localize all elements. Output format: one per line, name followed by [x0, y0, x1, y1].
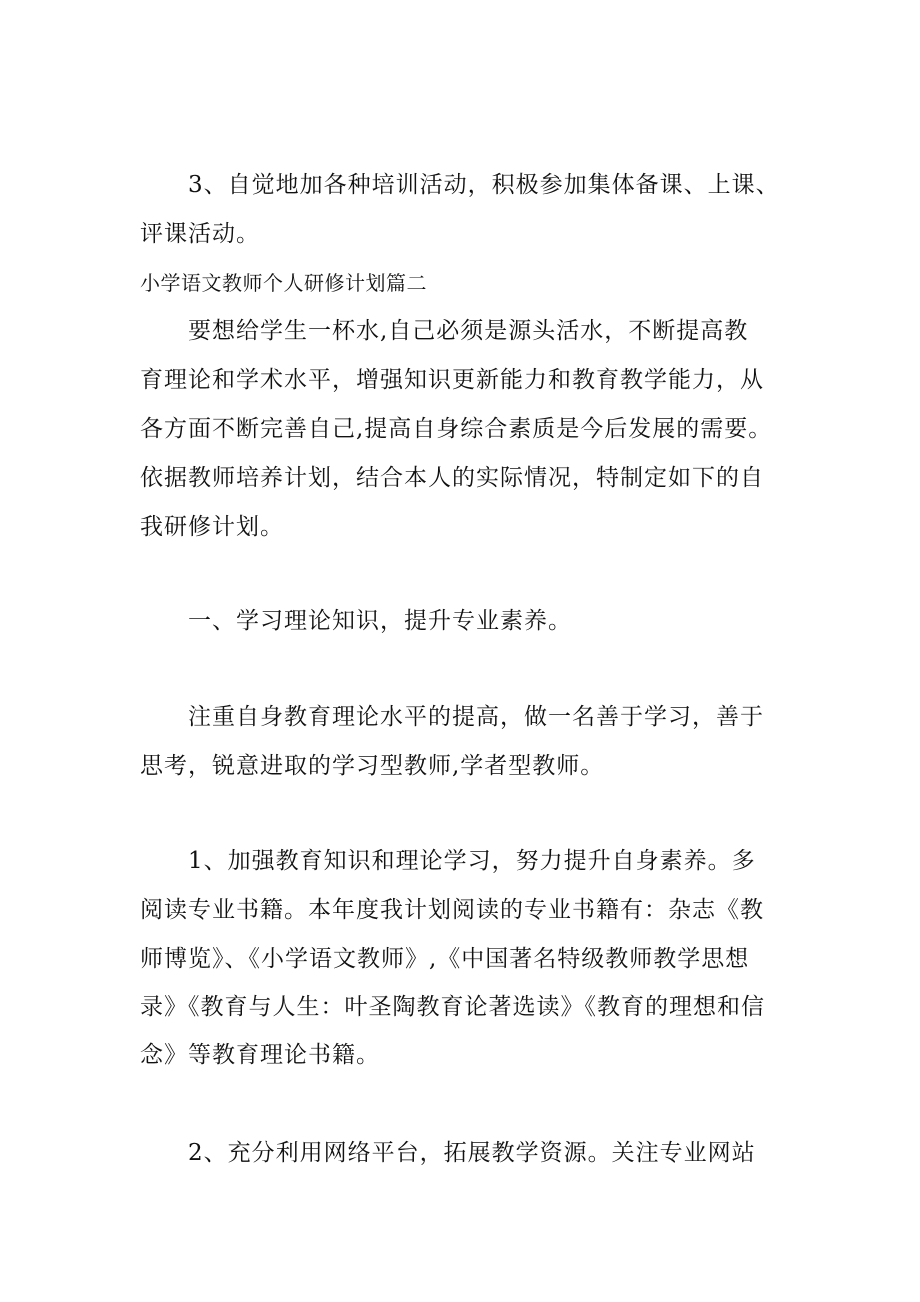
paragraph-3-line-1: 注重自身教育理论水平的提高，做一名善于学习，善于	[188, 704, 764, 730]
paragraph-4-line-5: 念》等教育理论书籍。	[140, 1042, 380, 1068]
paragraph-2-line-1: 要想给学生一杯水,自己必须是源头活水，不断提高教	[188, 318, 749, 344]
paragraph-1-line-2: 评课活动。	[140, 221, 260, 247]
paragraph-4-line-1: 1、加强教育知识和理论学习，努力提升自身素养。多	[188, 848, 756, 874]
paragraph-3-line-2: 思考，锐意进取的学习型教师,学者型教师。	[140, 753, 605, 779]
paragraph-4-line-4: 录》《教育与人生：叶圣陶教育论著选读》《教育的理想和信	[140, 994, 765, 1020]
subsection-title: 一、学习理论知识，提升专业素养。	[188, 608, 572, 634]
paragraph-2-line-2: 育理论和学术水平，增强知识更新能力和教育教学能力，从	[140, 367, 764, 393]
paragraph-2-line-4: 依据教师培养计划，结合本人的实际情况，特制定如下的自	[140, 465, 764, 491]
paragraph-4-line-3: 师博览》、《小学语文教师》,《中国著名特级教师教学思想	[140, 946, 750, 972]
paragraph-1-line-1: 3、自觉地加各种培训活动，积极参加集体备课、上课、	[188, 172, 780, 198]
section-heading: 小学语文教师个人研修计划篇二	[140, 271, 427, 295]
paragraph-5-line-1: 2、充分利用网络平台，拓展教学资源。关注专业网站	[188, 1140, 756, 1166]
paragraph-2-line-3: 各方面不断完善自己,提高自身综合素质是今后发展的需要。	[140, 416, 773, 442]
paragraph-2-line-5: 我研修计划。	[140, 514, 284, 540]
paragraph-4-line-2: 阅读专业书籍。本年度我计划阅读的专业书籍有：杂志《教	[140, 897, 764, 923]
